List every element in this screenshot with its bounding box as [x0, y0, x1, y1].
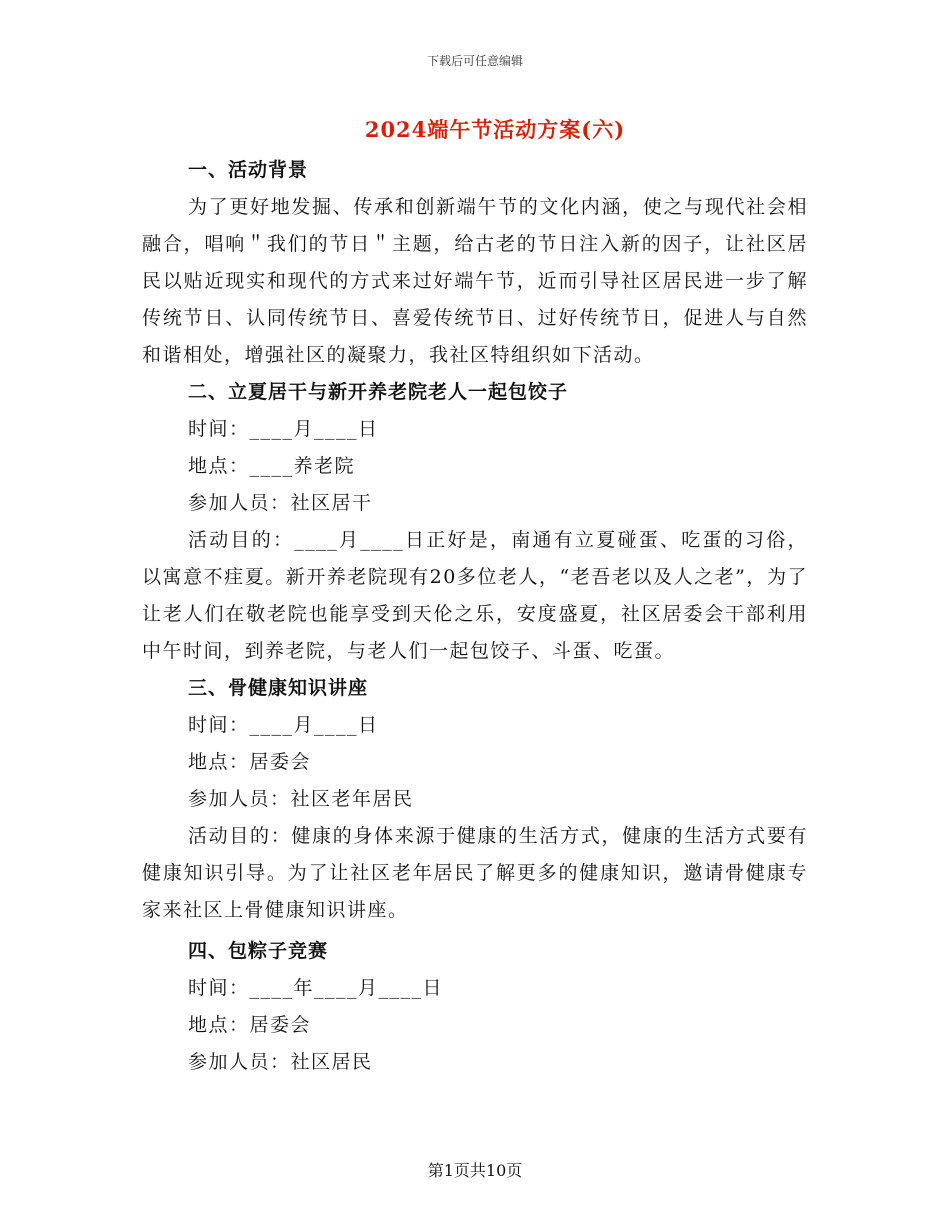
dumplings-time: 时间：____月____日 — [188, 418, 379, 440]
dumplings-place: 地点：____养老院 — [188, 455, 356, 477]
document-title: 2024端午节活动方案(六) — [364, 117, 626, 142]
bone-health-participants: 参加人员：社区老年居民 — [188, 788, 414, 810]
background-paragraph: 为了更好地发掘、传承和创新端午节的文化内涵，使之与现代社会相融合，唱响＂我们的节日＂主题，给古老的节日注入新的因子，让社区居民以贴近现实和现代的方式来过好端午节，近而引导社区居民进一步了解传统节日、认同传统节日、喜爱传统节日、过好传统节日，促进人与自然和谐相处，增强社区的凝聚力，我社区特组织如下活动。 — [142, 196, 808, 366]
page-number-footer: 第1页共10页 — [427, 1161, 523, 1180]
dumplings-purpose: 活动目的：____月____日正好是，南通有立夏碰蛋、吃蛋的习俗，以寓意不疰夏。新开养老院现有20多位老人，“老吾老以及人之老”，为了让老人们在敬老院也能享受到天伦之乐，安度盛夏，社区居委会干部利用中午时间，到养老院，与老人们一起包饺子、斗蛋、吃蛋。 — [142, 529, 808, 662]
section-heading-dumplings: 二、立夏居干与新开养老院老人一起包饺子 — [188, 381, 569, 403]
bone-health-time: 时间：____月____日 — [188, 714, 379, 736]
zongzi-participants: 参加人员：社区居民 — [188, 1051, 373, 1073]
dumplings-participants: 参加人员：社区居干 — [188, 492, 373, 514]
document-body — [142, 152, 808, 1081]
section-heading-bone-health: 三、骨健康知识讲座 — [188, 677, 369, 699]
bone-health-place: 地点：居委会 — [188, 751, 312, 773]
bone-health-purpose: 活动目的：健康的身体来源于健康的生活方式，健康的生活方式要有健康知识引导。为了让社区老年居民了解更多的健康知识，邀请骨健康专家来社区上骨健康知识讲座。 — [142, 825, 808, 921]
section-heading-zongzi-contest: 四、包粽子竞赛 — [188, 940, 329, 962]
header-note: 下载后可任意编辑 — [426, 54, 523, 68]
zongzi-place: 地点：居委会 — [188, 1014, 312, 1036]
section-heading-background: 一、活动背景 — [188, 159, 309, 181]
zongzi-time: 时间：____年____月____日 — [188, 977, 444, 999]
